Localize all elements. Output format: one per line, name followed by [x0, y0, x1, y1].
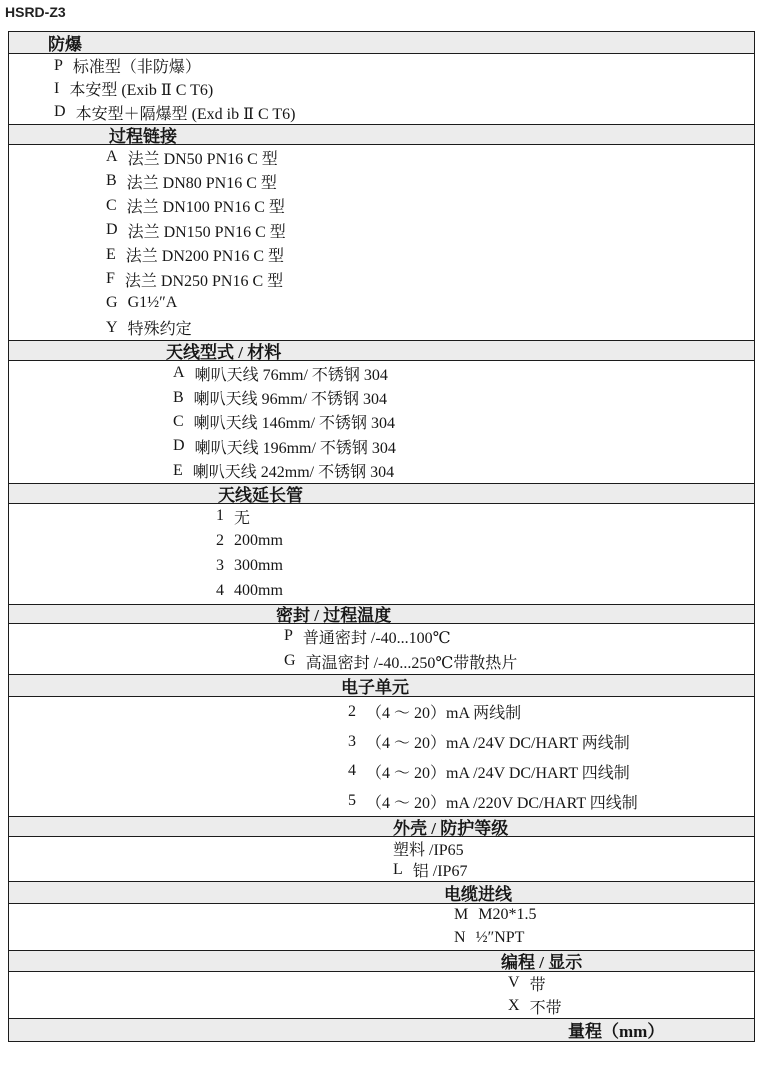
option-code: C: [173, 412, 184, 430]
option-row: [9, 972, 754, 995]
option-code: E: [173, 461, 183, 479]
table-section: [9, 1018, 754, 1041]
option-label: （4 ～ 20）mA /220V DC/HART 四线制: [366, 794, 638, 812]
option-code: G: [284, 652, 296, 670]
option-row: [9, 727, 754, 757]
option-code: 4: [216, 582, 224, 600]
option-label: G1½″A: [127, 294, 178, 312]
option-label: 300mm: [234, 557, 283, 575]
option-row: [9, 54, 754, 77]
option-code: D: [106, 221, 118, 239]
option-code: N: [454, 929, 466, 947]
section-header: 过程链接: [9, 124, 754, 145]
option-code: 5: [348, 792, 356, 810]
option-code: M: [454, 906, 469, 924]
option-code: 2: [216, 532, 224, 550]
option-code: B: [106, 172, 117, 190]
option-code: D: [54, 103, 66, 121]
option-label: 铝 /IP67: [412, 863, 468, 881]
option-code: 3: [216, 557, 224, 575]
section-header: 天线延长管: [9, 483, 754, 504]
table-section: [9, 340, 754, 483]
section-options: [9, 972, 754, 1018]
option-row: [9, 291, 754, 315]
table-section: [9, 124, 754, 340]
option-label: 高温密封 /-40...250℃带散热片: [305, 654, 518, 672]
table-section: [9, 881, 754, 950]
option-label: 带: [529, 976, 546, 994]
option-label: ½″NPT: [475, 929, 525, 947]
section-header: 量程（mm）: [9, 1018, 754, 1041]
section-header: 电缆进线: [9, 881, 754, 904]
section-options: [9, 904, 754, 950]
option-label: 喇叭天线 242mm/ 不锈钢 304: [192, 464, 395, 482]
option-label: 法兰 DN200 PN16 C 型: [125, 248, 285, 266]
option-row: [9, 385, 754, 409]
option-row: [9, 410, 754, 434]
section-header: 密封 / 过程温度: [9, 604, 754, 624]
option-row: [9, 837, 754, 859]
option-label: 400mm: [234, 582, 283, 600]
option-label: （4 ～ 20）mA /24V DC/HART 两线制: [366, 735, 630, 753]
option-label: 普通密封 /-40...100℃: [302, 629, 451, 647]
table-section: [9, 31, 754, 124]
option-row: [9, 649, 754, 674]
option-label: 法兰 DN100 PN16 C 型: [126, 199, 285, 217]
option-code: X: [508, 997, 520, 1015]
option-code: V: [508, 974, 520, 992]
option-row: [9, 554, 754, 579]
section-options: [9, 145, 754, 340]
option-row: [9, 242, 754, 266]
option-label: 喇叭天线 96mm/ 不锈钢 304: [193, 391, 388, 409]
section-options: [9, 624, 754, 674]
section-options: [9, 504, 754, 604]
option-row: [9, 77, 754, 100]
section-header: 编程 / 显示: [9, 950, 754, 972]
option-row: [9, 434, 754, 458]
option-row: [9, 504, 754, 529]
option-label: 本安型 (Exib Ⅱ C T6): [69, 82, 214, 100]
option-row: [9, 624, 754, 649]
option-code: B: [173, 388, 184, 406]
option-row: [9, 927, 754, 950]
section-options: [9, 697, 754, 816]
option-label: 法兰 DN50 PN16 C 型: [127, 150, 278, 168]
option-label: 标准型（非防爆）: [72, 59, 201, 77]
option-row: [9, 316, 754, 340]
option-row: [9, 101, 754, 124]
option-row: [9, 459, 754, 483]
option-row: [9, 697, 754, 727]
option-row: [9, 904, 754, 927]
section-options: [9, 54, 754, 124]
table-section: [9, 604, 754, 674]
model-selection-table: [8, 31, 755, 1042]
option-label: （4 ～ 20）mA 两线制: [366, 705, 522, 723]
option-row: [9, 145, 754, 169]
option-code: E: [106, 245, 116, 263]
table-section: [9, 483, 754, 604]
section-header: 天线型式 / 材料: [9, 340, 754, 361]
table-section: [9, 816, 754, 880]
option-code: F: [106, 270, 115, 288]
option-code: A: [106, 148, 118, 166]
option-row: [9, 786, 754, 816]
option-code: D: [173, 437, 185, 455]
section-header: 外壳 / 防护等级: [9, 816, 754, 837]
option-row: [9, 169, 754, 193]
option-code: C: [106, 196, 117, 214]
option-code: 2: [348, 702, 356, 720]
option-code: G: [106, 294, 118, 312]
option-row: [9, 757, 754, 787]
option-row: [9, 194, 754, 218]
option-label: 喇叭天线 76mm/ 不锈钢 304: [194, 366, 388, 384]
option-code: 4: [348, 762, 356, 780]
option-label: 200mm: [234, 532, 283, 550]
option-label: 特殊约定: [127, 321, 192, 339]
option-code: A: [173, 364, 185, 382]
section-header: 电子单元: [9, 674, 754, 697]
option-label: （4 ～ 20）mA /24V DC/HART 四线制: [366, 764, 630, 782]
option-row: [9, 859, 754, 881]
section-header: 防爆: [9, 31, 754, 54]
option-row: [9, 267, 754, 291]
section-options: [9, 837, 754, 880]
option-code: Y: [106, 318, 118, 336]
option-code: 3: [348, 732, 356, 750]
option-code: P: [54, 56, 63, 74]
option-label: 本安型＋隔爆型 (Exd ib Ⅱ C T6): [75, 105, 296, 123]
option-label: 法兰 DN150 PN16 C 型: [127, 223, 286, 241]
option-row: [9, 995, 754, 1018]
option-row: [9, 218, 754, 242]
option-label: 无: [234, 509, 251, 527]
option-label: 喇叭天线 196mm/ 不锈钢 304: [194, 439, 396, 457]
option-label: 塑料 /IP65: [393, 841, 464, 859]
option-row: [9, 579, 754, 604]
option-label: 法兰 DN80 PN16 C 型: [126, 174, 277, 192]
option-code: L: [393, 860, 403, 878]
option-code: I: [54, 79, 60, 97]
table-section: [9, 674, 754, 816]
option-label: M20*1.5: [478, 906, 537, 924]
option-code: 1: [216, 507, 224, 525]
table-section: [9, 950, 754, 1018]
option-code: P: [284, 627, 293, 645]
option-label: 不带: [529, 999, 562, 1017]
section-options: [9, 361, 754, 483]
option-row: [9, 529, 754, 554]
option-row: [9, 361, 754, 385]
option-label: 法兰 DN250 PN16 C 型: [124, 272, 284, 290]
page-title: HSRD-Z3: [5, 4, 66, 20]
option-label: 喇叭天线 146mm/ 不锈钢 304: [193, 415, 396, 433]
